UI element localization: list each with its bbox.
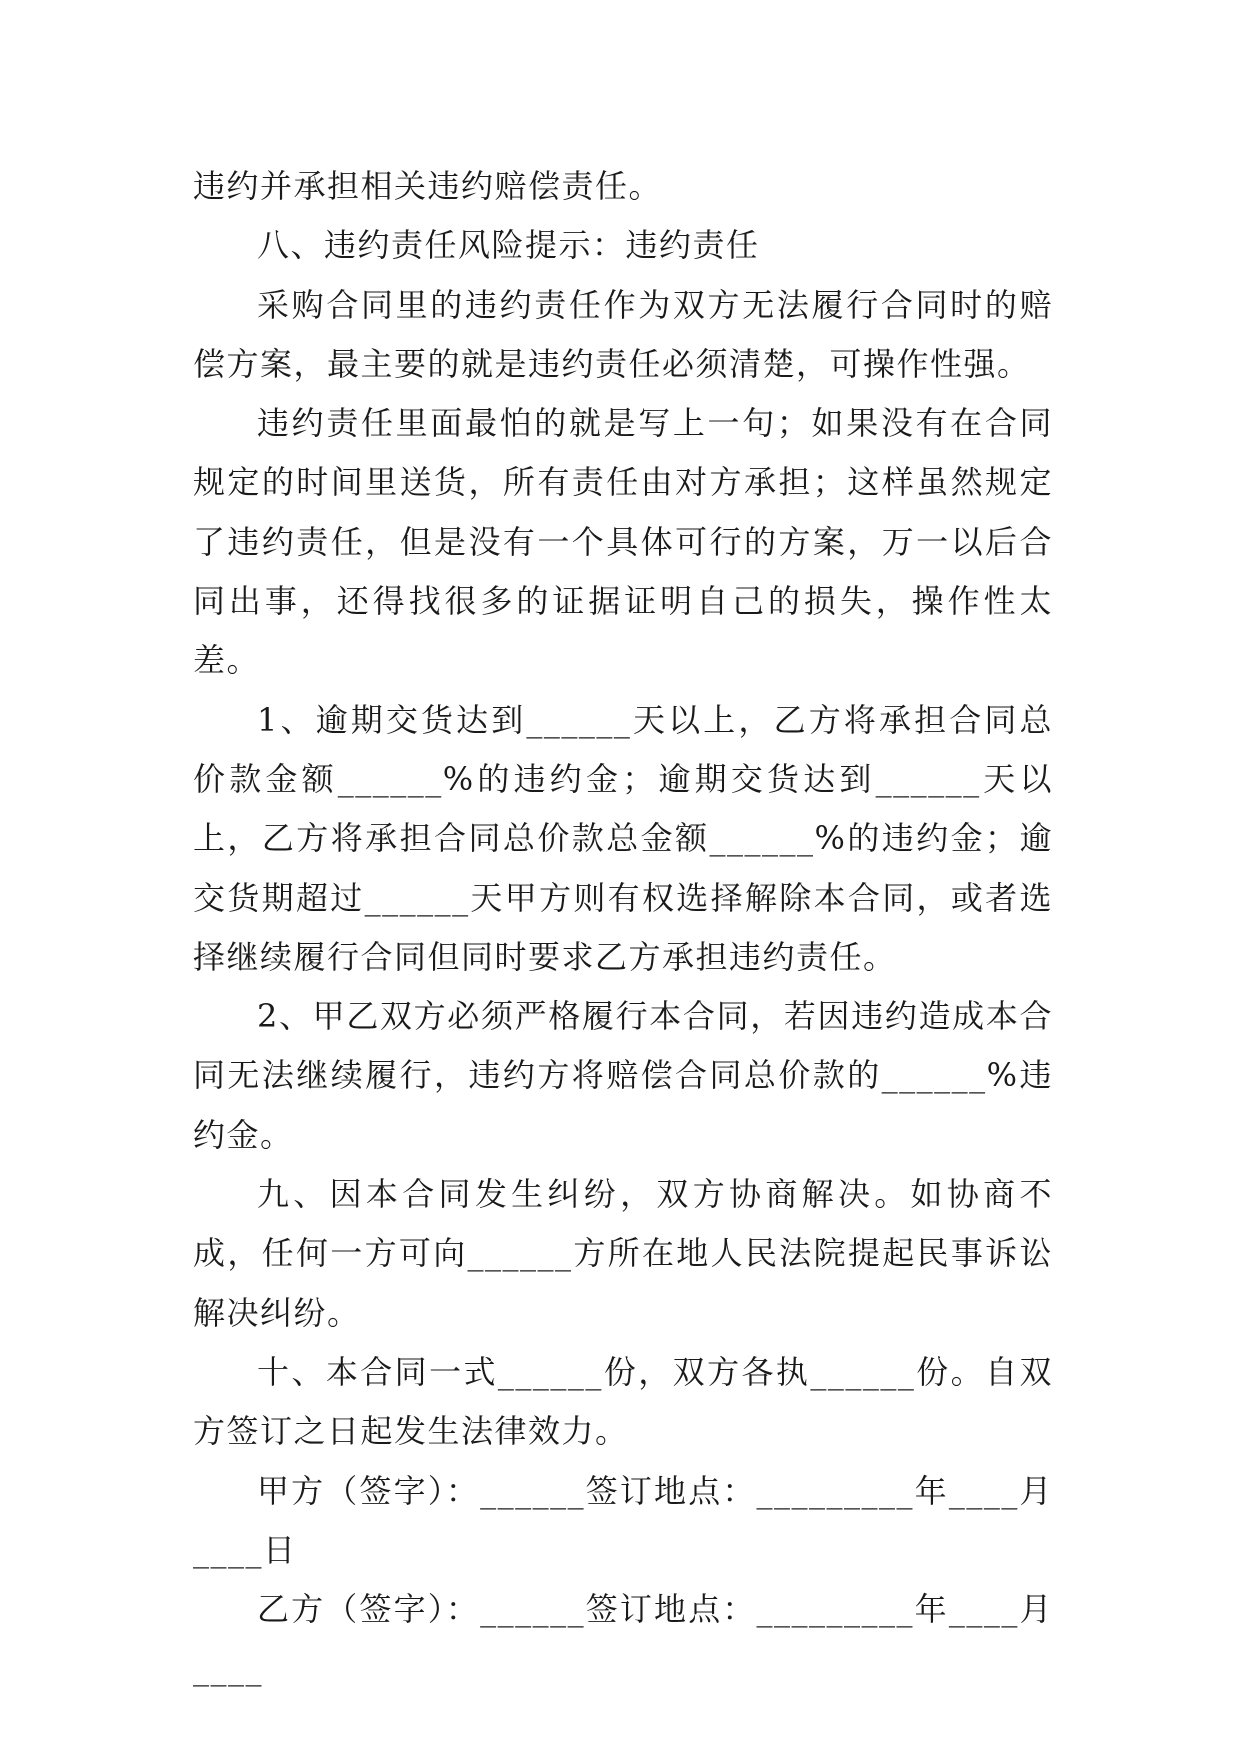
paragraph-breach-liability-end: 违约并承担相关违约赔偿责任。 — [193, 167, 663, 205]
clause-2-strict-performance: 2、甲乙双方必须严格履行本合同，若因违约造成本合同无法继续履行，违约方将赔偿合同总价款的______%违约金。 — [193, 997, 1053, 1154]
party-b-signature-line: 乙方（签字）：______签订地点：_________年____月____ — [193, 1590, 1053, 1688]
section-8-heading: 八、违约责任风险提示：违约责任 — [257, 226, 760, 265]
section-9-disputes: 九、因本合同发生纠纷，双方协商解决。如协商不成，任何一方可向______方所在地人民法院提起民事诉讼解决纠纷。 — [193, 1175, 1053, 1332]
document-body — [193, 157, 1053, 1699]
clause-1-late-delivery: 1、逾期交货达到______天以上，乙方将承担合同总价款金额______%的违约金；逾期交货达到______天以上，乙方将承担合同总价款总金额______%的违约金；逾交货期超过______天甲方则有权选择解除本合同，或者选择继续履行合同但同时要求乙方承担违约责任。 — [193, 700, 1053, 976]
section-10-copies: 十、本合同一式______份，双方各执______份。自双方签订之日起发生法律效力。 — [193, 1352, 1053, 1451]
party-a-signature-line: 甲方（签字）：______签订地点：_________年____月____日 — [193, 1471, 1053, 1569]
paragraph-procurement-breach: 采购合同里的违约责任作为双方无法履行合同时的赔偿方案，最主要的就是违约责任必须清楚，可操作性强。 — [193, 285, 1053, 383]
paragraph-breach-concern: 违约责任里面最怕的就是写上一句；如果没有在合同规定的时间里送货，所有责任由对方承担；这样虽然规定了违约责任，但是没有一个具体可行的方案，万一以后合同出事，还得找很多的证据证明自己的损失，操作性太差。 — [193, 404, 1053, 680]
